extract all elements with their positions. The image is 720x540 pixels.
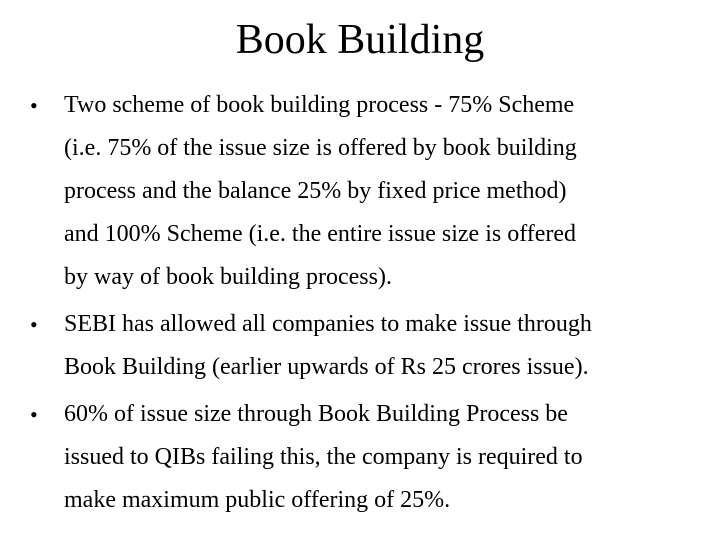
bullet-dot-icon: • xyxy=(30,312,38,337)
bullet-line: Book Building (earlier upwards of Rs 25 crores issue). xyxy=(64,354,589,380)
bullet-item xyxy=(0,84,720,299)
bullet-line: SEBI has allowed all companies to make issue through xyxy=(64,311,592,337)
bullet-line: 60% of issue size through Book Building Process be xyxy=(64,401,568,427)
bullet-line: Two scheme of book building process - 75% Scheme xyxy=(64,92,575,118)
bullet-item xyxy=(0,393,720,522)
bullet-dot-icon: • xyxy=(30,93,38,118)
bullet-line: process and the balance 25% by fixed price method) xyxy=(64,178,567,204)
bullet-line: make maximum public offering of 25%. xyxy=(64,487,451,513)
slide-title: Book Building xyxy=(235,17,485,63)
bullet-item xyxy=(0,303,720,389)
bullet-line: by way of book building process). xyxy=(64,264,392,290)
bullet-line: (i.e. 75% of the issue size is offered by book building xyxy=(64,135,577,161)
bullet-dot-icon: • xyxy=(30,402,38,427)
bullet-list xyxy=(0,84,720,526)
bullet-line: issued to QIBs failing this, the company is required to xyxy=(64,444,583,470)
bullet-line: and 100% Scheme (i.e. the entire issue size is offered xyxy=(64,221,577,247)
